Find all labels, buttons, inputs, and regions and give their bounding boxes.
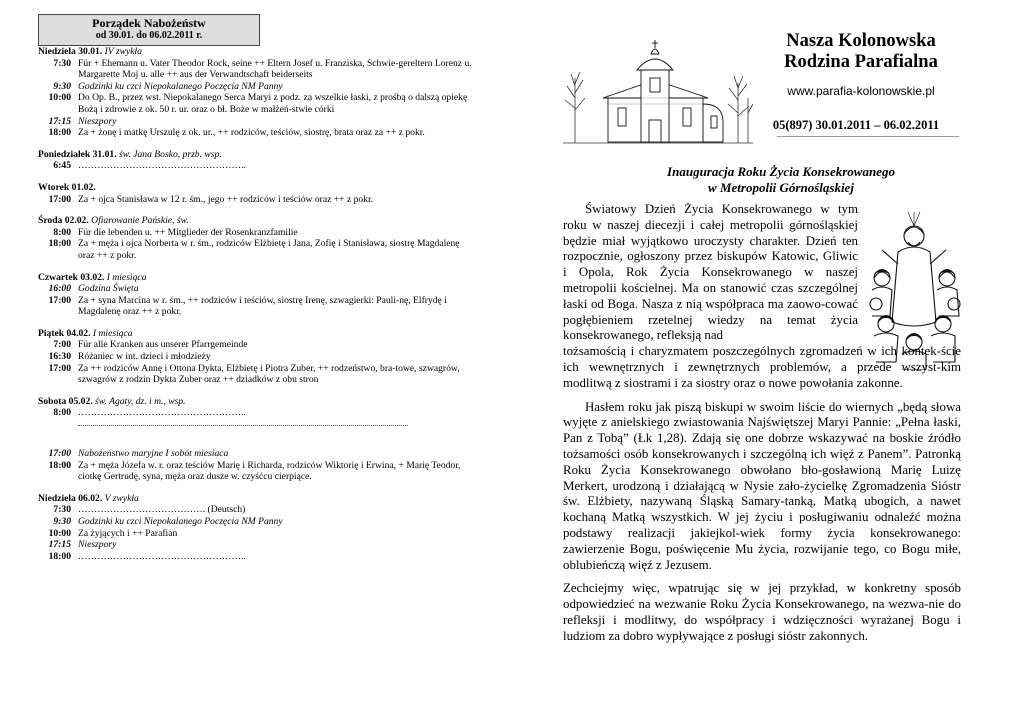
mass-entry: [38, 160, 478, 172]
mass-time: 18:00: [48, 127, 71, 139]
mass-entry: [38, 460, 478, 483]
article-paragraph-1-continued: tożsamością i charyzmatem poszczególnych zgromadzeń w ich kontek-ście ich wewnętrznych i zewnętrznych problemów, a przede wszyst-kim modlitwą z siostrami i za siostry oraz o nowe powołania zakonne.: [563, 344, 961, 390]
day-liturgical-note: Ofiarowanie Pańskie, św.: [91, 215, 189, 227]
mass-intention: ……………………………………………..: [78, 160, 246, 172]
mass-intention: Za + męża i ojca Norberta w r. śm., rodziców Elżbietę i Jana, Zofię i Stanisława, siostrę Magdalenę oraz ++ z pokr.: [78, 238, 460, 261]
day-date: Niedziela 06.02.: [38, 492, 103, 504]
mass-entry: [38, 58, 478, 81]
schedule-day: [38, 396, 478, 426]
mass-intention: …………………………………. (Deutsch): [78, 504, 246, 516]
schedule-range: od 30.01. do 06.02.2011 r.: [95, 30, 203, 41]
mass-intention: Für die lebenden u. ++ Mitglieder der Rosenkranzfamilie: [78, 226, 298, 238]
mass-time: 17:00: [48, 294, 71, 306]
schedule-day: [38, 328, 478, 386]
mass-intention: Za żyjących i ++ Parafian: [78, 527, 178, 539]
mass-time: 8:00: [53, 407, 71, 419]
mass-entry: [38, 516, 478, 528]
mass-intention: Nieszpory: [78, 539, 117, 551]
mass-time: 10:00: [48, 92, 71, 104]
mass-intention: Do Op. B., przez wst. Niepokalanego Serca Maryi z podz. za wszelkie łaski, z prośbą o dalszą opiekę Bożą i zdrowie z ok. 50 r. ur. oraz o bł. Boże w małżeń-stwie córki: [78, 92, 468, 115]
day-date: Sobota 05.02.: [38, 395, 93, 407]
day-heading: [38, 272, 478, 284]
schedule-day: [38, 149, 478, 172]
day-heading: [38, 149, 478, 161]
day-liturgical-note: I miesiąca: [106, 271, 147, 283]
mass-entry: [38, 127, 478, 139]
mass-intention: Za ++ rodziców Annę i Ottona Dykta, Elżbietę i Piotra Zuber, ++ rodzeństwo, bra-towe, szwagrów, szwagrów z rodzin Dykta Zuber oraz ++ dziadków z obu stron: [78, 362, 460, 386]
mass-entry: [38, 551, 478, 563]
mass-intention: Godzina Święta: [78, 283, 139, 295]
mass-intention: ……………………………………………..: [78, 407, 246, 419]
mass-intention: Nieszpory: [78, 115, 117, 127]
schedule-day: [38, 272, 478, 318]
mass-time: 16:00: [48, 283, 71, 295]
mass-entry: [38, 283, 478, 295]
day-date: Wtorek 01.02.: [38, 181, 96, 193]
schedule-day: [38, 182, 478, 205]
mass-entry: [38, 227, 478, 239]
mass-entry: [38, 116, 478, 128]
mass-time: 8:00: [53, 226, 71, 238]
mass-time: 9:30: [53, 80, 71, 92]
mass-intention: Za + męża Józefa w. r. oraz teściów Marię i Richarda, rodziców Wiktorię i Erwina, + Marię Teodor, ciotkę Gertrudę, syna, męża oraz dusze w. czyśćcu cierpiące.: [78, 459, 461, 483]
mass-entry: [38, 194, 478, 206]
mass-time: 18:00: [48, 238, 71, 250]
mass-intention: ……………………………………………..: [78, 550, 246, 562]
mass-time: 17:00: [48, 362, 71, 374]
mass-intention: Za + żonę i matkę Urszulę z ok. ur., ++ rodziców, teściów, siostrę, brata oraz za ++ z pokr.: [78, 127, 425, 139]
day-date: Poniedziałek 31.01.: [38, 148, 117, 160]
mass-time: 18:00: [48, 550, 71, 562]
issue-divider: [777, 136, 959, 137]
parish-website: www.parafia-kolonowskie.pl: [787, 84, 935, 98]
mass-entry: [38, 528, 478, 540]
day-liturgical-note: św. Agaty, dz. i m., wsp.: [95, 395, 186, 407]
mass-time: 17:00: [48, 193, 71, 205]
schedule-day: [38, 46, 478, 139]
mass-entry: [38, 504, 478, 516]
mass-time: 17:15: [48, 115, 71, 127]
schedule-days: [38, 46, 478, 562]
mass-time: 17:00: [48, 448, 71, 460]
mass-schedule: [38, 14, 478, 562]
day-heading: [38, 215, 478, 227]
mass-time: 7:00: [53, 339, 71, 351]
article-paragraph-2: Hasłem roku jak piszą biskupi w swoim liście do wiernych „będą słowa wyjęte z anielskiego zwiastowania Najświętszej Maryi Pannie: „Pełna łaski, Pan z Tobą” (Łk 1,28). Zdają się one dobrze wskazywać na boskie źródło tożsamości osób konsekrowanych i szczególną ich więź z Panem”. Patronką Roku Życia Konsekrowanego obwołano bło-gosławioną Marię Luizę Merkert, urodzoną i działającą w Nysie zało-życielkę Zgromadzenia Sióstr św. Elżbiety, nazywaną Śląską Samary-tanką, Matką ubogich, a nawet kochaną Matką wszystkich. W jej życiu i posługiwaniu odnaleźć można podstawy realizacji jakiejkol-wiek formy życia konsekrowanego: zawierzenie Bogu, poświęcenie Mu życia, rozwijanie tego, co Bogu miłe, oblubieńczą więź z Jezusem.: [563, 399, 961, 572]
day-liturgical-note: IV zwykła: [104, 46, 143, 57]
day-heading: [38, 493, 478, 505]
day-date: Środa 02.02.: [38, 215, 89, 227]
church-illustration: [563, 38, 753, 148]
mass-time: 16:30: [48, 351, 71, 363]
schedule-title: Porządek Nabożeństw: [92, 16, 206, 30]
day-liturgical-note: św. Jana Bosko, przb. wsp.: [119, 148, 222, 160]
article-title-line2: w Metropolii Górnośląskiej: [708, 180, 854, 195]
mass-intention: Różaniec w int. dzieci i młodzieży: [78, 351, 211, 363]
article-paragraph-3: Zechciejmy więc, wpatrując się w jej przykład, w konkretny sposób odpowiedzieć na wezwanie Roku Życia Konsekrowanego, na wezwa-nie do refleksji i modlitwy, do współpracy i wdzięczności wyrażanej Bogu i ludziom za dobro wypływające z posługi sióstr zakonnych.: [563, 581, 961, 643]
schedule-day: [38, 215, 478, 261]
mass-entry: [38, 363, 478, 386]
mass-entry: [38, 448, 478, 460]
article-title-line1: Inauguracja Roku Życia Konsekrowanego: [667, 164, 895, 179]
schedule-day: [38, 493, 478, 563]
day-heading: [38, 46, 478, 58]
mass-time: 9:30: [53, 516, 71, 527]
schedule-day: [38, 448, 478, 483]
mass-intention: Za + ojca Stanisława w 12 r. śm., jego ++ rodziców i teściów oraz ++ z pokr.: [78, 193, 374, 205]
mass-time: 17:15: [48, 539, 71, 551]
mass-intention: Godzinki ku czci Niepokalanego Poczęcia NM Panny: [78, 80, 283, 92]
bulletin-title: [761, 31, 961, 73]
mass-entry: [38, 351, 478, 363]
mass-intention: Für + Ehemann u. Vater Theodor Rock, seine ++ Eltern Josef u. Franziska, Schwie-gereltern Lorenz u. Margarette Moj u. alle ++ aus der Verwandtschaft beiderseits: [78, 57, 472, 81]
mass-time: 18:00: [48, 459, 71, 471]
day-date: Piątek 04.02.: [38, 327, 91, 339]
day-liturgical-note: V zwykła: [104, 492, 139, 504]
day-heading: [38, 396, 478, 408]
mass-time: 7:30: [53, 504, 71, 516]
mass-intention: Za + syna Marcina w r. śm., ++ rodziców i teściów, siostrę Irenę, szwagierki: Pauli-nę, Elfrydę i Magdalenę oraz ++ z pokr.: [78, 294, 447, 318]
mass-time: 10:00: [48, 527, 71, 539]
mass-entry: [38, 295, 478, 318]
bulletin-title-line2: Rodzina Parafialna: [784, 52, 938, 72]
day-heading: [38, 328, 478, 340]
mass-time: 6:45: [53, 160, 71, 172]
issue-number: 05(897) 30.01.2011 – 06.02.2011: [772, 118, 940, 132]
mass-time: 7:30: [53, 57, 71, 69]
dotted-separator: [78, 424, 408, 426]
mass-entry: [38, 238, 478, 261]
schedule-header: [38, 14, 260, 46]
bulletin-title-line1: Nasza Kolonowska: [786, 31, 936, 51]
mass-intention: Für alle Kranken aus unserer Pfarrgemeinde: [78, 339, 248, 351]
mass-entry: [38, 81, 478, 93]
mass-entry: [38, 539, 478, 551]
mass-entry: [38, 92, 478, 115]
article-paragraph-1: Światowy Dzień Życia Konsekrowanego w tym roku w naszej diecezji i całej metropolii górnośląskiej będzie miał wyjątkowo uroczysty charakter. Dzień ten rozpocznie, ogłoszony przez biskupów Katowic, Gliwic i Opola, Rok Życia Konsekrowanego w naszej metropolii kościelnej. Ma on stanowić czas szczególnej łaski od Boga. Nasza z nią współpraca ma zaowo-cować pogłębieniem rzetelnej wiedzy na temat życia konsekrowanego, refleksją nad: [563, 202, 858, 343]
day-heading: [38, 182, 478, 194]
mass-entry: [38, 339, 478, 351]
mass-entry: [38, 407, 478, 419]
mass-intention: Godzinki ku czci Niepokalanego Poczęcia NM Panny: [78, 516, 283, 527]
article-body: [563, 202, 961, 653]
article-title: [621, 164, 941, 196]
day-liturgical-note: I miesiąca: [92, 327, 133, 339]
mass-intention: Nabożeństwo maryjne I sobót miesiaca: [78, 448, 229, 460]
day-date: Niedziela 30.01.: [38, 46, 103, 57]
day-date: Czwartek 03.02.: [38, 271, 105, 283]
